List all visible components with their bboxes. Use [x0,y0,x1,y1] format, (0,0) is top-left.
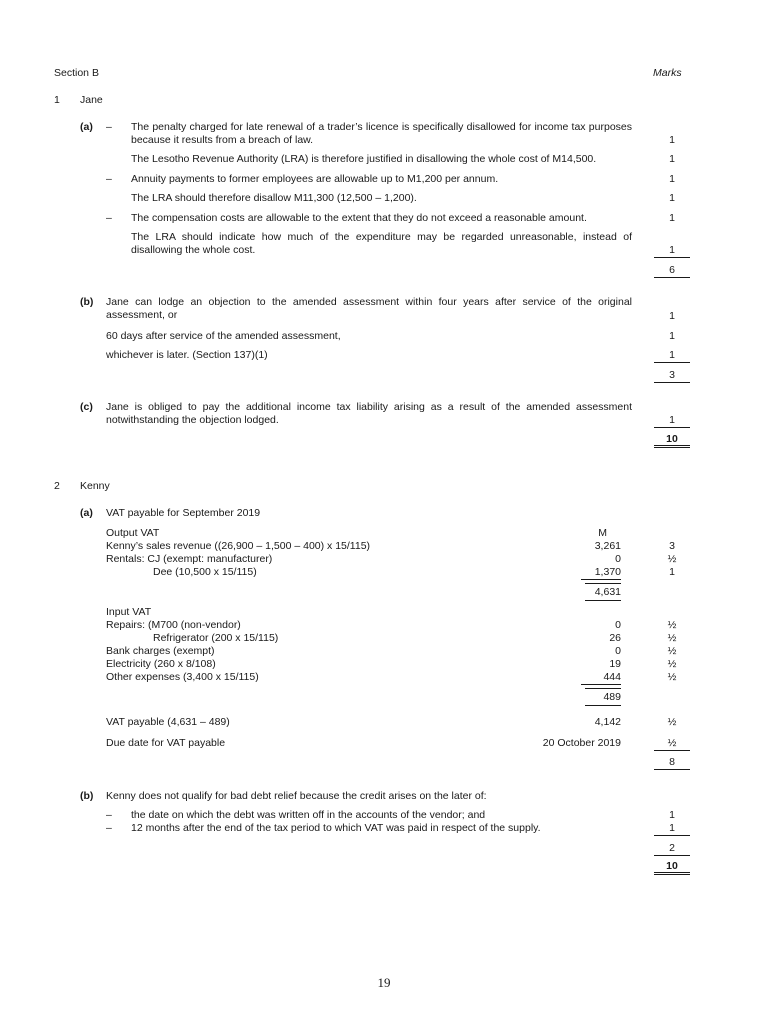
output-row-3-value: 1,370 [581,566,621,580]
q1-total: 10 [654,433,690,448]
output-row-3-mark: 1 [669,566,675,578]
input-row-5-mark: ½ [667,671,677,683]
q2b-label: (b) [80,790,94,802]
q1b-mark-1: 1 [669,310,675,322]
q2b-subtotal: 2 [654,842,690,856]
q1b-mark-3: 1 [654,349,690,363]
q1a-item-1: The penalty charged for late renewal of a trader’s licence is specifically disallowed for income tax purposes because it results from a breach of law. [131,121,632,146]
q1a-dash-2: – [106,173,112,185]
q1a-dash-3: – [106,212,112,224]
q1a-total: 6 [654,264,690,278]
input-row-1-label: Repairs: (M700 (non-vendor) [106,619,241,631]
q2b-item-1: the date on which the debt was written off in the accounts of the vendor; and [131,809,486,821]
q1-number: 1 [54,94,60,106]
input-row-2-mark: ½ [667,632,677,644]
q2-total: 10 [654,860,690,875]
section-heading: Section B [54,67,99,79]
output-vat-heading: Output VAT [106,527,160,539]
q1a-item-2: The Lesotho Revenue Authority (LRA) is therefore justified in disallowing the whole cost of M14,500. [131,153,597,165]
q1a-dash-1: – [106,121,112,133]
input-row-3-value: 0 [615,645,621,657]
q2b-mark-2: 1 [654,822,690,836]
q1b-label: (b) [80,296,94,308]
q1a-mark-4: 1 [669,192,675,204]
vat-payable-value: 4,142 [594,716,621,728]
q1b-mark-2: 1 [669,330,675,342]
vat-payable-label: VAT payable (4,631 – 489) [106,716,230,728]
q1c-text: Jane is obliged to pay the additional income tax liability arising as a result of the amended assessment notwithstanding the objection lodged. [106,401,632,426]
q1c-label: (c) [80,401,93,413]
q2a-label: (a) [80,507,93,519]
q1a-label: (a) [80,121,93,133]
output-row-2-value: 0 [615,553,621,565]
output-row-1-label: Kenny’s sales revenue ((26,900 – 1,500 – 400) x 15/115) [106,540,371,552]
input-row-5-value: 444 [581,671,621,685]
q1a-mark-1: 1 [669,134,675,146]
q2b-dash-2: – [106,822,112,834]
q1a-item-4: The LRA should therefore disallow M11,300 (12,500 – 1,200). [131,192,417,204]
output-row-1-value: 3,261 [594,540,621,552]
q2-title: Kenny [80,480,110,492]
q1a-mark-3: 1 [669,173,675,185]
q1a-mark-2: 1 [669,153,675,165]
q2b-item-2: 12 months after the end of the tax period to which VAT was paid in respect of the supply. [131,822,541,834]
page-number: 19 [377,975,391,990]
q1b-item-1: Jane can lodge an objection to the amended assessment within four years after service of the original assessment, or [106,296,632,321]
output-row-1-mark: 3 [669,540,675,552]
q2a-heading: VAT payable for September 2019 [106,507,261,519]
output-row-3-label: Dee (10,500 x 15/115) [153,566,257,578]
input-row-5-label: Other expenses (3,400 x 15/115) [106,671,259,683]
currency-heading: M [598,527,607,539]
input-row-2-value: 26 [609,632,621,644]
q2a-total: 8 [654,756,690,770]
q1c-mark: 1 [654,414,690,428]
q1-title: Jane [80,94,103,106]
q2-number: 2 [54,480,60,492]
input-vat-heading: Input VAT [106,606,152,618]
q2b-dash-1: – [106,809,112,821]
q1a-mark-5: 1 [669,212,675,224]
q2b-mark-1: 1 [669,809,675,821]
q1b-item-3: whichever is later. (Section 137)(1) [106,349,268,361]
output-row-2-mark: ½ [667,553,677,565]
input-row-1-value: 0 [615,619,621,631]
input-row-4-mark: ½ [667,658,677,670]
input-row-1-mark: ½ [667,619,677,631]
q1b-total: 3 [654,369,690,383]
input-row-3-mark: ½ [667,645,677,657]
q1b-item-2: 60 days after service of the amended assessment, [106,330,341,342]
input-row-2-label: Refrigerator (200 x 15/115) [153,632,279,644]
output-vat-total: 4,631 [585,583,621,601]
input-row-4-label: Electricity (260 x 8/108) [106,658,216,670]
q1a-item-6: The LRA should indicate how much of the expenditure may be regarded unreasonable, instead of disallowing the whole cost. [131,231,632,256]
due-date-mark: ½ [654,737,690,751]
output-row-2-label: Rentals: CJ (exempt: manufacturer) [106,553,273,565]
q2b-intro: Kenny does not qualify for bad debt relief because the credit arises on the later of: [106,790,487,802]
input-row-4-value: 19 [609,658,621,670]
input-vat-total: 489 [585,688,621,706]
q1a-item-3: Annuity payments to former employees are allowable up to M1,200 per annum. [131,173,499,185]
input-row-3-label: Bank charges (exempt) [106,645,215,657]
q1a-item-5: The compensation costs are allowable to the extent that they do not exceed a reasonable amount. [131,212,587,224]
q1a-mark-6: 1 [654,244,690,258]
due-date-value: 20 October 2019 [542,737,621,749]
vat-payable-mark: ½ [667,716,677,728]
due-date-label: Due date for VAT payable [106,737,226,749]
marks-heading: Marks [653,67,682,79]
